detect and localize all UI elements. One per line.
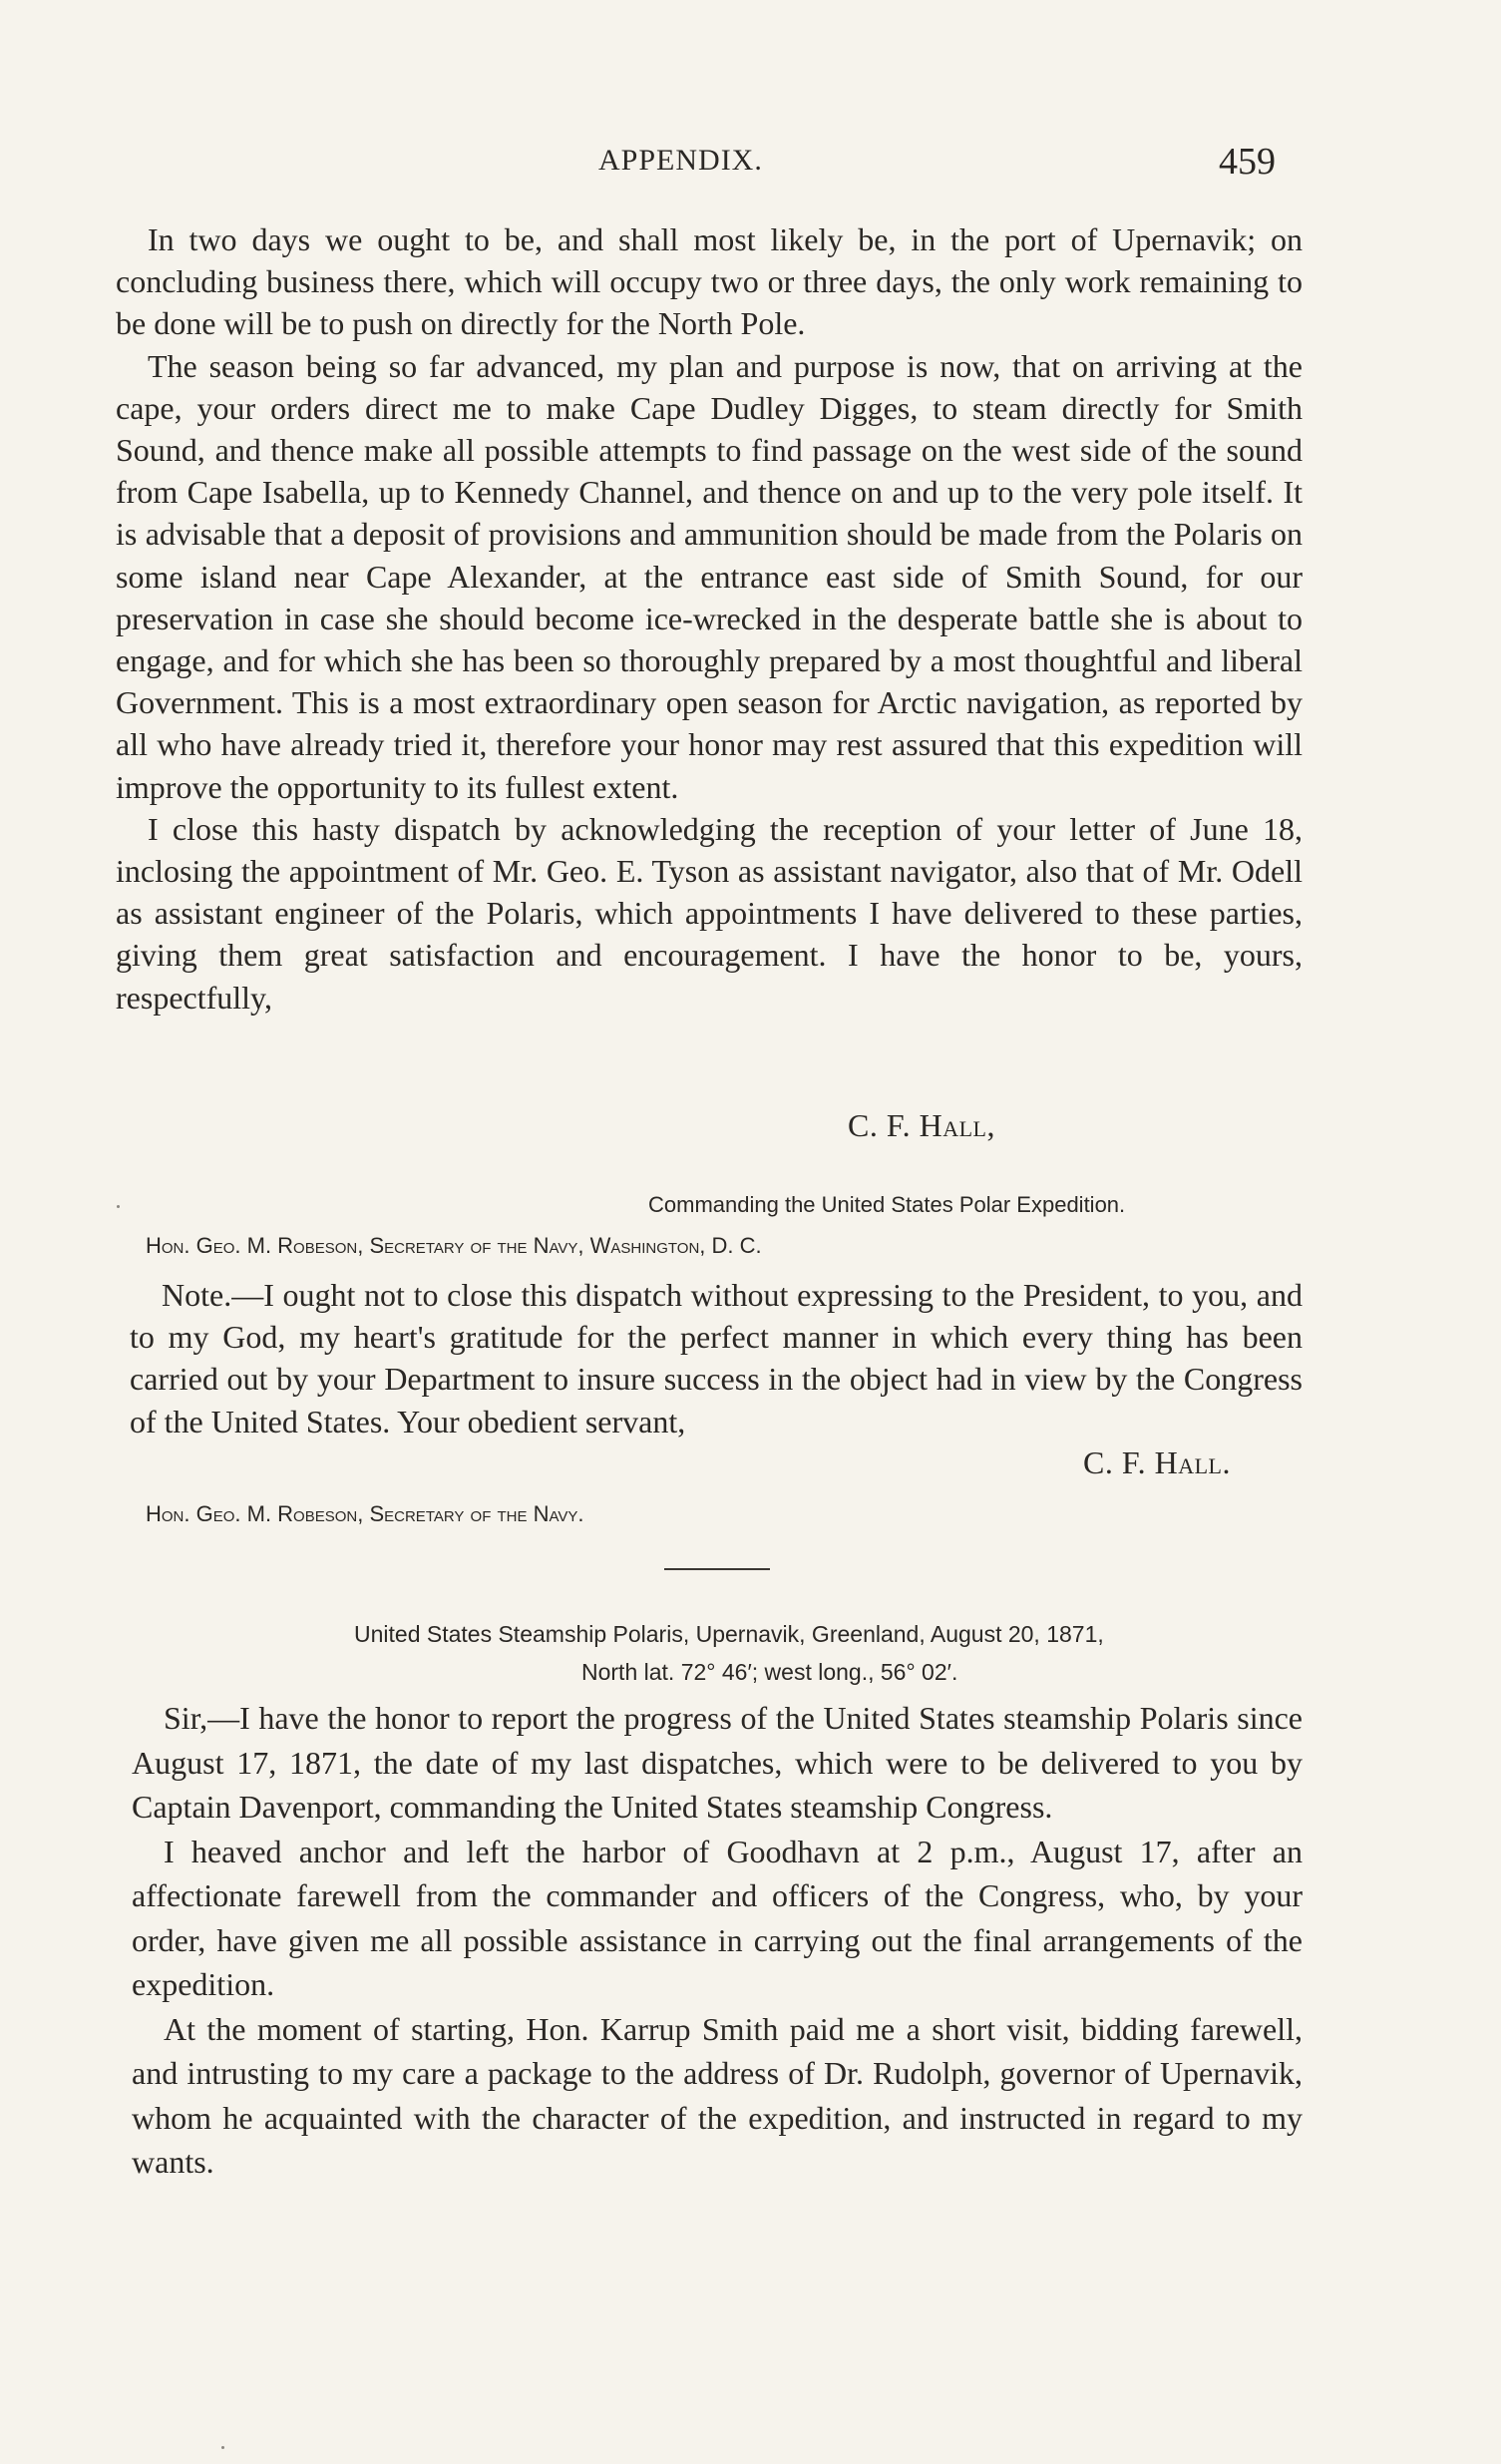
running-head-title: APPENDIX. xyxy=(598,144,763,177)
letter-1-addressee: Hon. Geo. M. Robeson, Secretary of the Navy, Washington, D. C. xyxy=(146,1233,762,1258)
printing-speck xyxy=(117,1205,120,1208)
letter-2-body xyxy=(132,1696,1303,2185)
letter-1-body xyxy=(116,218,1303,1019)
note-signature: C. F. Hall. xyxy=(1083,1444,1231,1480)
letter-2-paragraph-2: I heaved anchor and left the harbor of Goodhavn at 2 p.m., August 17, after an affectionate farewell from the commander and officers of the Congress, who, by your order, have given me all possible assistance in carrying out the final arrangements of the expedition. xyxy=(132,1833,1303,2002)
printing-speck xyxy=(221,2446,224,2449)
note-text: Note.—I ought not to close this dispatch without expressing to the President, to you, and to my God, my heart's gratitude for the perfect manner in which every thing has been carried out by your Department to insure success in the object had in view by the Congress of the United States. Your obedient servant, xyxy=(130,1277,1303,1439)
letter-2-paragraph-1: Sir,—I have the honor to report the progress of the United States steamship Polaris since August 17, 1871, the date of my last dispatches, which were to be delivered to you by Captain Davenport, commanding the United States steamship Congress. xyxy=(132,1700,1303,1825)
letter-1-paragraph-2: The season being so far advanced, my plan and purpose is now, that on arriving at the cape, your orders direct me to make Cape Dudley Digges, to steam directly for Smith Sound, and thence make all possible attempts to find passage on the west side of the sound from Cape Isabella, up to Kennedy Channel, and thence on and up to the very pole itself. It is advisable that a deposit of provisions and ammunition should be made from the Polaris on some island near Cape Alexander, at the entrance east side of Smith Sound, for our preservation in case she should become ice-wrecked in the desperate battle she is about to engage, and for which she has been so thoroughly prepared by a most thoughtful and liberal Government. This is a most extraordinary open season for Arctic navigation, as reported by all who have already tried it, therefore your honor may rest assured that this expedition will improve the opportunity to its fullest extent. xyxy=(116,347,1303,805)
letter-1-signature: C. F. Hall, xyxy=(848,1107,995,1143)
letter-2-paragraph-3: At the moment of starting, Hon. Karrup Smith paid me a short visit, bidding farewell, and intrusting to my care a package to the address of Dr. Rudolph, governor of Upernavik, whom he acquainted with the character of the expedition, and instructed in regard to my wants. xyxy=(132,2010,1303,2180)
letter-2-dateline-1: United States Steamship Polaris, Upernavik, Greenland, August 20, 1871, xyxy=(354,1621,1104,1647)
note-body xyxy=(130,1274,1303,1442)
letter-1-paragraph-1: In two days we ought to be, and shall most likely be, in the port of Upernavik; on concluding business there, which will occupy two or three days, the only work remaining to be done will be to push on directly for the North Pole. xyxy=(116,221,1303,342)
letter-1-signature-title: Commanding the United States Polar Expedition. xyxy=(648,1192,1126,1217)
letter-2-dateline-2: North lat. 72° 46′; west long., 56° 02′. xyxy=(581,1659,958,1685)
section-divider xyxy=(664,1568,770,1570)
page-number: 459 xyxy=(1219,141,1276,183)
running-head xyxy=(0,140,1501,190)
note-addressee: Hon. Geo. M. Robeson, Secretary of the Navy. xyxy=(146,1501,584,1526)
letter-1-paragraph-3: I close this hasty dispatch by acknowledging the reception of your letter of June 18, inclosing the appointment of Mr. Geo. E. Tyson as assistant navigator, also that of Mr. Odell as assistant engineer of the Polaris, which appointments I have delivered to these parties, giving them great satisfaction and encouragement. I have the honor to be, yours, respectfully, xyxy=(116,810,1303,1016)
